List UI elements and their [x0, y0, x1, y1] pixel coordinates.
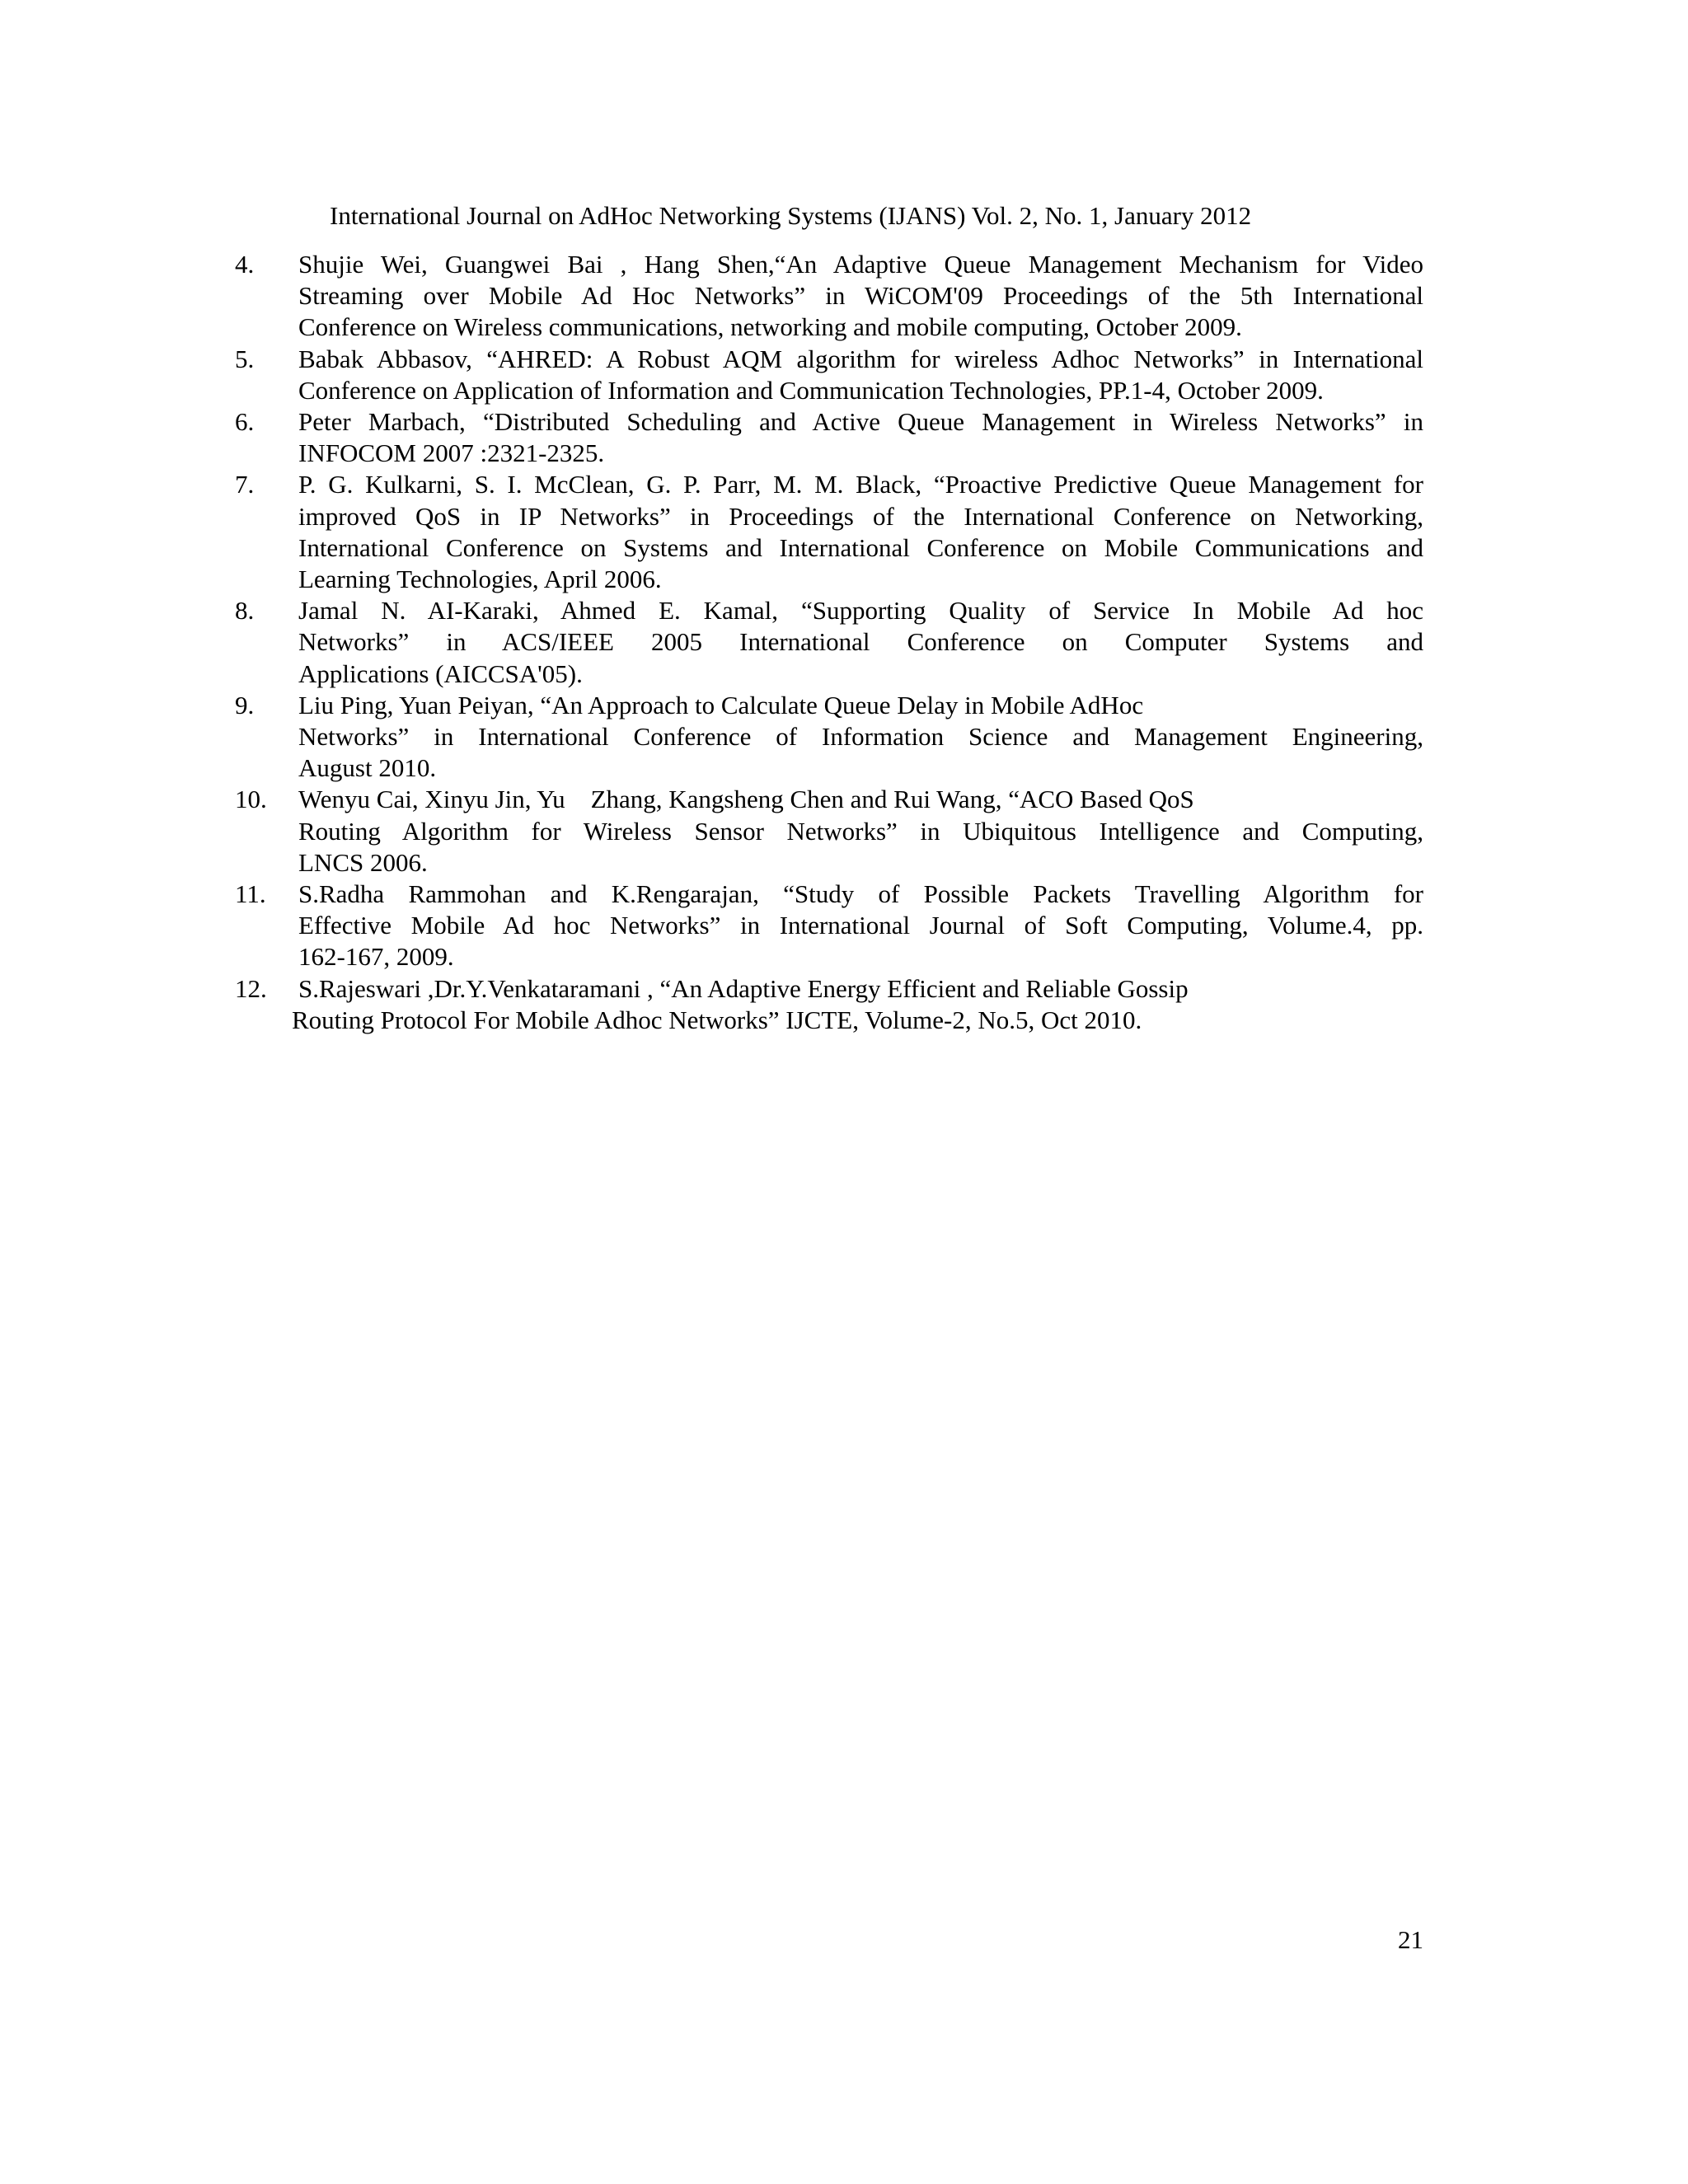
reference-line: Liu Ping, Yuan Peiyan, “An Approach to Calculate Queue Delay in Mobile AdHoc: [298, 690, 1144, 719]
reference-line: Networks” in International Conference of Information Science and Management Engineering,: [298, 722, 1423, 752]
reference-line: Streaming over Mobile Ad Hoc Networks” in WiCOM'09 Proceedings of the 5th International: [298, 281, 1423, 311]
reference-item: [235, 879, 1423, 973]
reference-line: Routing Protocol For Mobile Adhoc Networks” IJCTE, Volume-2, No.5, Oct 2010.: [292, 1005, 1142, 1034]
reference-number: 11.: [235, 879, 266, 909]
reference-line: 162-167, 2009.: [298, 942, 454, 972]
reference-line: Babak Abbasov, “AHRED: A Robust AQM algorithm for wireless Adhoc Networks” in International: [298, 344, 1423, 373]
reference-line: Conference on Wireless communications, networking and mobile computing, October 2009.: [298, 312, 1242, 342]
reference-item: [235, 406, 1423, 469]
reference-line: Learning Technologies, April 2006.: [298, 565, 662, 594]
reference-line: Wenyu Cai, Xinyu Jin, Yu Zhang, Kangsheng Chen and Rui Wang, “ACO Based QoS: [298, 785, 1194, 814]
reference-line: INFOCOM 2007 :2321-2325.: [298, 438, 605, 468]
reference-number: 5.: [235, 344, 255, 373]
reference-line: Applications (AICCSA'05).: [298, 658, 583, 688]
reference-item: [235, 595, 1423, 690]
reference-line: S.Radha Rammohan and K.Rengarajan, “Study of Possible Packets Travelling Algorithm for: [298, 879, 1423, 909]
reference-line: improved QoS in IP Networks” in Proceedings of the International Conference on Networking,: [298, 501, 1423, 531]
reference-item: [235, 690, 1423, 785]
reference-line: Shujie Wei, Guangwei Bai , Hang Shen,“An Adaptive Queue Management Mechanism for Video: [298, 250, 1423, 279]
reference-line: P. G. Kulkarni, S. I. McClean, G. P. Parr, M. M. Black, “Proactive Predictive Queue Management for: [298, 470, 1423, 499]
reference-number: 6.: [235, 407, 255, 437]
reference-item: [235, 469, 1423, 595]
reference-line: Peter Marbach, “Distributed Scheduling and Active Queue Management in Wireless Networks” in: [298, 407, 1423, 437]
reference-line: August 2010.: [298, 753, 437, 783]
reference-line: Jamal N. AI-Karaki, Ahmed E. Kamal, “Supporting Quality of Service In Mobile Ad hoc: [298, 596, 1423, 626]
reference-item: [235, 344, 1423, 406]
reference-item: [235, 973, 1423, 1036]
reference-line: Effective Mobile Ad hoc Networks” in International Journal of Soft Computing, Volume.4, pp.: [298, 911, 1423, 940]
reference-number: 4.: [235, 250, 255, 279]
reference-line: Routing Algorithm for Wireless Sensor Networks” in Ubiquitous Intelligence and Computing,: [298, 816, 1423, 846]
reference-line: Conference on Application of Information and Communication Technologies, PP.1-4, October 2009.: [298, 375, 1324, 405]
reference-line: International Conference on Systems and International Conference on Mobile Communications and: [298, 532, 1423, 562]
reference-line: Networks” in ACS/IEEE 2005 International Conference on Computer Systems and: [298, 627, 1423, 657]
reference-item: [235, 784, 1423, 879]
reference-number: 9.: [235, 690, 255, 719]
reference-line: LNCS 2006.: [298, 847, 428, 877]
reference-number: 12.: [235, 973, 267, 1003]
running-header: International Journal on AdHoc Networking Systems (IJANS) Vol. 2, No. 1, January 2012: [330, 201, 1252, 230]
page-number: 21: [1398, 1925, 1423, 1954]
reference-list: [235, 249, 1423, 1036]
reference-number: 10.: [235, 785, 267, 814]
reference-item: [235, 249, 1423, 344]
reference-line: S.Rajeswari ,Dr.Y.Venkataramani , “An Adaptive Energy Efficient and Reliable Gossip: [298, 973, 1189, 1003]
reference-number: 7.: [235, 470, 255, 499]
reference-number: 8.: [235, 596, 255, 626]
